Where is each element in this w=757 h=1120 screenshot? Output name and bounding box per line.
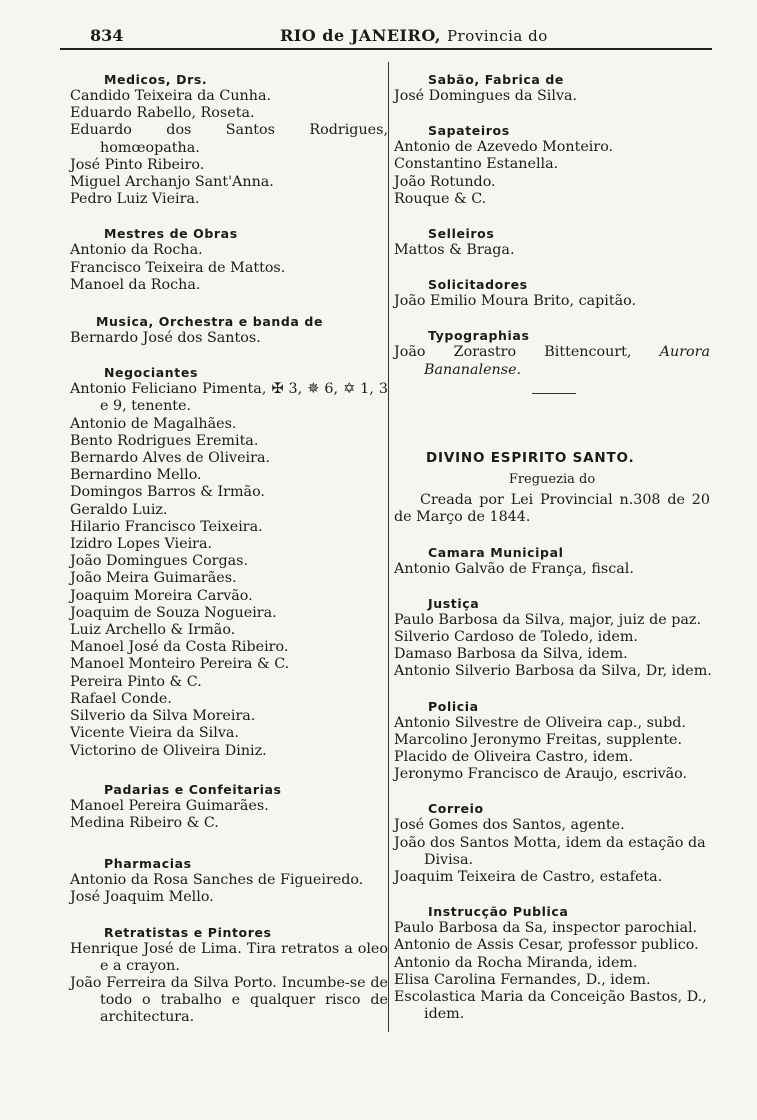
newspaper-title: Aurora Bananalense. bbox=[424, 344, 711, 378]
section-heading-typographias: Typographias bbox=[428, 328, 530, 344]
list-item: Joaquim Moreira Carvão. bbox=[70, 587, 253, 604]
section-heading-camara: Camara Municipal bbox=[428, 544, 564, 560]
section-heading-mestres: Mestres de Obras bbox=[104, 226, 238, 242]
list-item: Joaquim de Souza Nogueira. bbox=[70, 604, 277, 621]
running-title-province: Provincia do bbox=[446, 27, 548, 45]
policia-list bbox=[394, 715, 710, 784]
list-item: Placido de Oliveira Castro, idem. bbox=[394, 749, 633, 766]
list-item: Pereira Pinto & C. bbox=[70, 673, 202, 690]
list-item: Antonio da Rosa Sanches de Figueiredo. bbox=[70, 872, 364, 889]
medicos-list bbox=[70, 88, 388, 208]
list-item: Bernardo Alves de Oliveira. bbox=[70, 450, 271, 467]
section-heading-padarias: Padarias e Confeitarias bbox=[104, 781, 282, 797]
section-heading-pharmacias: Pharmacias bbox=[104, 856, 192, 872]
list-item: Antonio Feliciano Pimenta, ✠ 3, ✵ 6, ✡ 1, 3 e 9, tenente. bbox=[70, 381, 388, 415]
section-rule bbox=[532, 393, 576, 394]
list-item: Izidro Lopes Vieira. bbox=[70, 536, 213, 553]
list-item: João Rotundo. bbox=[394, 173, 496, 190]
list-item: Joaquim Teixeira de Castro, estafeta. bbox=[394, 869, 663, 886]
section-heading-negociantes: Negociantes bbox=[104, 365, 198, 381]
list-item: João Meira Guimarães. bbox=[70, 570, 237, 587]
list-item: Geraldo Luiz. bbox=[70, 501, 168, 518]
section-heading-sabao: Sabão, Fabrica de bbox=[428, 72, 564, 87]
list-item: Paulo Barbosa da Silva, major, juiz de paz. bbox=[394, 611, 701, 628]
list-item: Miguel Archanjo Sant'Anna. bbox=[70, 174, 274, 191]
section-heading-instruccao: Instrucção Publica bbox=[428, 904, 569, 920]
list-item: Manoel Monteiro Pereira & C. bbox=[70, 656, 290, 673]
list-item: Paulo Barbosa da Sa, inspector parochial. bbox=[394, 920, 698, 937]
list-item: Antonio da Rocha. bbox=[70, 242, 203, 259]
section-heading-correio: Correio bbox=[428, 801, 484, 817]
list-item: Domingos Barros & Irmão. bbox=[70, 484, 265, 501]
section-heading-policia: Policia bbox=[428, 698, 479, 714]
page-number: 834 bbox=[90, 26, 124, 45]
list-item: Silverio Cardoso de Toledo, idem. bbox=[394, 629, 638, 646]
justica-list bbox=[394, 612, 710, 681]
list-item: Antonio de Azevedo Monteiro. bbox=[394, 139, 614, 156]
list-item: Rouque & C. bbox=[394, 190, 487, 207]
freguezia-label: Freguezia do bbox=[508, 472, 596, 488]
list-item: Silverio da Silva Moreira. bbox=[70, 708, 256, 725]
running-title-city: RIO de JANEIRO, bbox=[280, 26, 441, 45]
list-item: Medina Ribeiro & C. bbox=[70, 814, 219, 831]
list-item: Rafael Conde. bbox=[70, 690, 172, 707]
page-header bbox=[60, 26, 710, 48]
list-item: Antonio de Assis Cesar, professor publico. bbox=[394, 937, 699, 954]
section-heading-medicos: Medicos, Drs. bbox=[104, 72, 208, 87]
running-title bbox=[280, 26, 548, 45]
list-item: Henrique José de Lima. Tira retratos a oleo e a crayon. bbox=[70, 940, 388, 974]
header-rule bbox=[60, 48, 712, 50]
list-item: Antonio da Rocha Miranda, idem. bbox=[394, 954, 638, 971]
list-item: Luiz Archello & Irmão. bbox=[70, 622, 236, 639]
instruccao-list bbox=[394, 920, 710, 1023]
retratistas-list bbox=[70, 941, 388, 1027]
list-item: Manoel da Rocha. bbox=[70, 276, 201, 293]
section-heading-solicitadores: Solicitadores bbox=[428, 277, 528, 293]
list-item: Marcolino Jeronymo Freitas, supplente. bbox=[394, 731, 683, 748]
list-item: Manoel José da Costa Ribeiro. bbox=[70, 639, 289, 656]
section-title-divino: DIVINO ESPIRITO SANTO. bbox=[426, 449, 635, 466]
list-item: Eduardo dos Santos Rodrigues, homœopatha. bbox=[70, 122, 388, 156]
list-item: Vicente Vieira da Silva. bbox=[70, 725, 239, 742]
list-item: Antonio Galvão de França, fiscal. bbox=[394, 560, 634, 577]
section-heading-justica: Justiça bbox=[428, 595, 480, 611]
padarias-list bbox=[70, 798, 388, 832]
list-item: José Pinto Ribeiro. bbox=[70, 156, 205, 173]
section-heading-musica: Musica, Orchestra e banda de bbox=[96, 314, 324, 330]
correio-list bbox=[394, 817, 710, 886]
list-item: Candido Teixeira da Cunha. bbox=[70, 88, 272, 104]
mestres-list bbox=[70, 242, 388, 294]
list-item: José Joaquim Mello. bbox=[70, 889, 214, 906]
list-item: Francisco Teixeira de Mattos. bbox=[70, 259, 286, 276]
list-item: Jeronymo Francisco de Araujo, escrivão. bbox=[394, 766, 688, 783]
list-item: João Emilio Moura Brito, capitão. bbox=[394, 293, 637, 310]
right-column bbox=[394, 72, 710, 1024]
list-item bbox=[394, 344, 710, 378]
list-item: Bento Rodrigues Eremita. bbox=[70, 432, 259, 449]
list-item: Hilario Francisco Teixeira. bbox=[70, 518, 263, 535]
list-item: Elisa Carolina Fernandes, D., idem. bbox=[394, 971, 651, 988]
list-item: José Domingues da Silva. bbox=[394, 88, 578, 104]
list-item: Pedro Luiz Vieira. bbox=[70, 191, 200, 208]
sapateiros-list bbox=[394, 139, 710, 208]
list-item: Manoel Pereira Guimarães. bbox=[70, 797, 269, 814]
section-heading-sapateiros: Sapateiros bbox=[428, 123, 510, 139]
list-item: Damaso Barbosa da Silva, idem. bbox=[394, 646, 628, 663]
list-item: Bernardino Mello. bbox=[70, 467, 202, 484]
list-item: Victorino de Oliveira Diniz. bbox=[70, 742, 267, 759]
list-item: Escolastica Maria da Conceição Bastos, D., idem. bbox=[394, 989, 707, 1023]
list-item: Bernardo José dos Santos. bbox=[70, 330, 261, 347]
list-item: Antonio de Magalhães. bbox=[70, 415, 237, 432]
list-item: João dos Santos Motta, idem da estação da Divisa. bbox=[394, 834, 706, 868]
column-divider bbox=[388, 62, 389, 1032]
left-column bbox=[70, 72, 388, 1027]
list-item: José Gomes dos Santos, agente. bbox=[394, 817, 625, 834]
list-item: João Domingues Corgas. bbox=[70, 553, 249, 570]
section-heading-retratistas: Retratistas e Pintores bbox=[104, 924, 272, 940]
section-heading-selleiros: Selleiros bbox=[428, 226, 495, 242]
list-item: Antonio Silverio Barbosa da Silva, Dr, idem. bbox=[394, 663, 712, 680]
list-item: Antonio Silvestre de Oliveira cap., subd. bbox=[394, 714, 686, 731]
list-item: Constantino Estanella. bbox=[394, 156, 559, 173]
pharmacias-list bbox=[70, 872, 388, 906]
negociantes-list bbox=[70, 381, 388, 759]
creation-note: Creada por Lei Provincial n.308 de 20 de Março de 1844. bbox=[394, 492, 710, 526]
list-item: João Ferreira da Silva Porto. Incumbe-se de todo o trabalho e qualquer risco de architectura. bbox=[70, 974, 388, 1026]
list-item: Mattos & Braga. bbox=[394, 242, 515, 259]
list-item: Eduardo Rabello, Roseta. bbox=[70, 105, 255, 122]
typography-owner: João Zorastro Bittencourt, bbox=[394, 344, 632, 361]
